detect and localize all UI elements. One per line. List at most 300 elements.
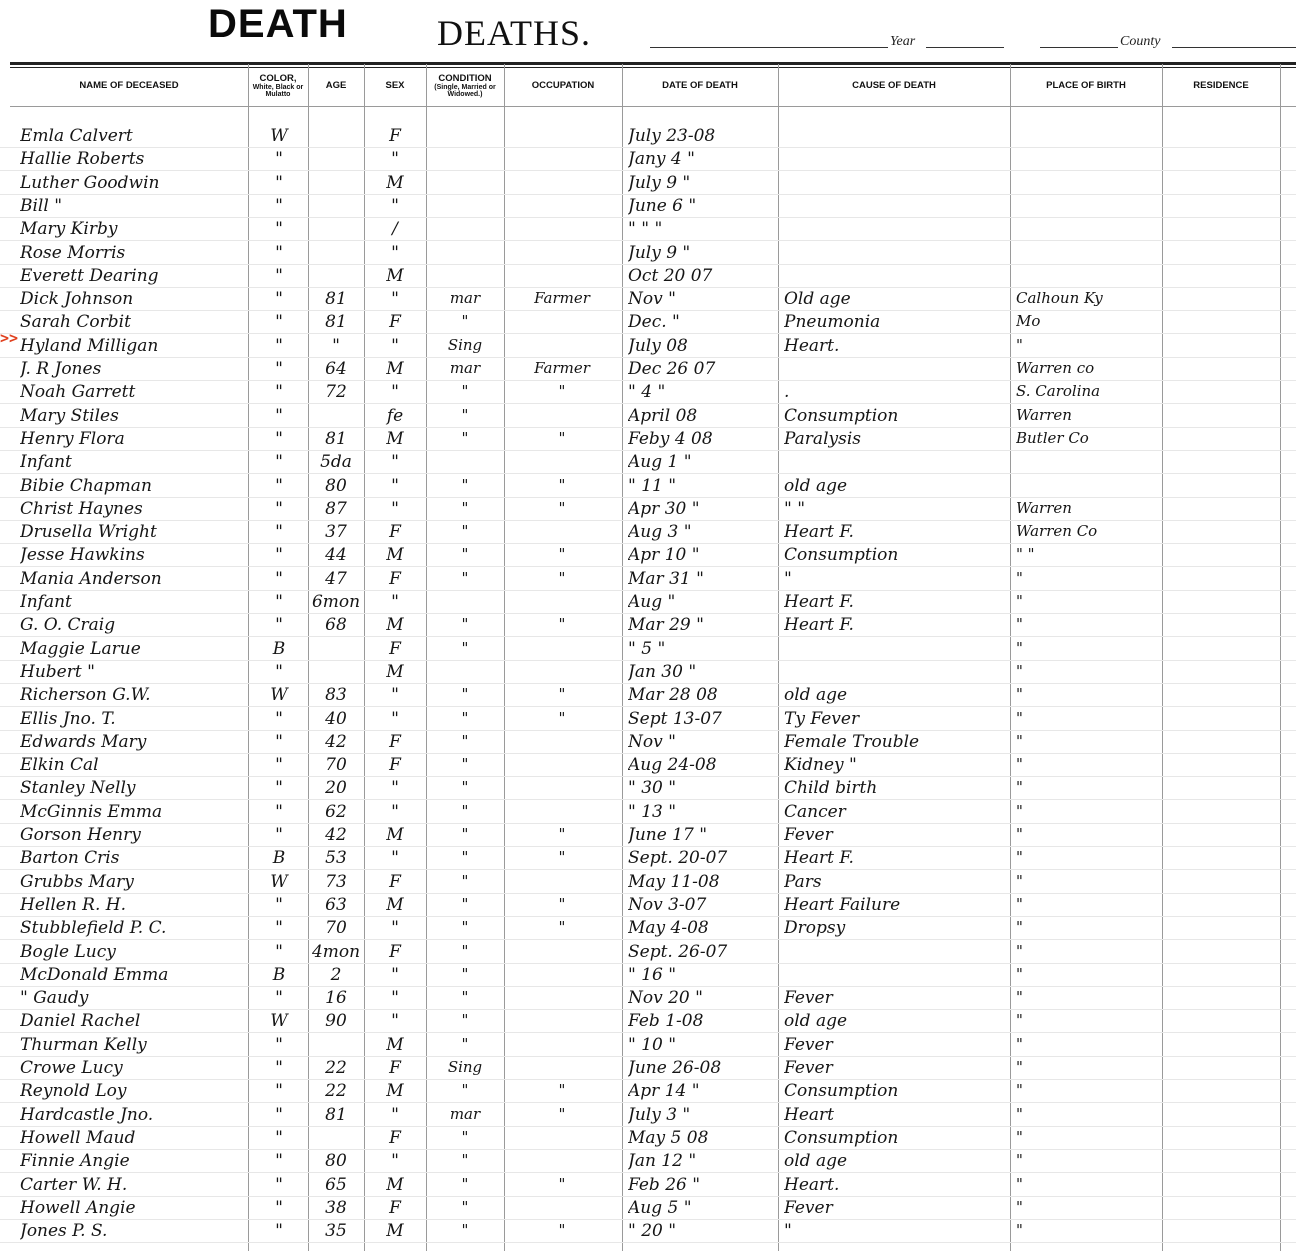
age-value: 20 bbox=[325, 778, 347, 799]
place-of-birth: " bbox=[1016, 1058, 1023, 1076]
sex-value: fe bbox=[386, 405, 404, 426]
color-value: " bbox=[275, 1104, 283, 1125]
deceased-name: Mary Stiles bbox=[20, 405, 119, 426]
table-row bbox=[0, 427, 1296, 451]
color-value: B bbox=[272, 638, 286, 659]
condition-value: " bbox=[461, 498, 469, 517]
table-row bbox=[0, 753, 1296, 777]
date-of-death: Nov " bbox=[628, 289, 676, 310]
place-of-birth: " bbox=[1016, 1011, 1023, 1030]
age-value: 62 bbox=[325, 801, 347, 822]
cause-of-death: Heart Failure bbox=[784, 894, 901, 915]
col-header-color-label: COLOR, bbox=[259, 72, 297, 84]
age-value: 81 bbox=[325, 428, 347, 449]
age-value: 2 bbox=[330, 964, 342, 985]
date-of-death: Mar 28 08 bbox=[628, 685, 718, 706]
color-value: " bbox=[275, 1034, 283, 1055]
occupation-value: " bbox=[558, 685, 566, 704]
col-header-birth bbox=[1010, 66, 1162, 106]
color-value: " bbox=[275, 1221, 283, 1242]
place-of-birth: S. Carolina bbox=[1016, 382, 1101, 401]
table-row bbox=[0, 171, 1296, 195]
table-row bbox=[0, 380, 1296, 404]
occupation-value: " bbox=[558, 1221, 566, 1240]
color-value: W bbox=[270, 126, 288, 146]
date-of-death: July 9 " bbox=[628, 172, 691, 193]
deceased-name: Rose Morris bbox=[20, 242, 126, 263]
cause-of-death: Fever bbox=[784, 1034, 833, 1055]
cause-of-death: Cancer bbox=[784, 801, 846, 822]
place-of-birth: " bbox=[1016, 592, 1023, 610]
col-header-occupation bbox=[504, 66, 622, 106]
table-row bbox=[0, 147, 1296, 171]
sex-value: F bbox=[389, 1058, 401, 1078]
occupation-value: " bbox=[558, 568, 566, 587]
col-header-condition bbox=[426, 66, 504, 106]
deceased-name: Reynold Loy bbox=[20, 1081, 127, 1102]
cause-of-death: old age bbox=[784, 1011, 848, 1032]
place-of-birth: " bbox=[1016, 825, 1023, 843]
table-row bbox=[0, 613, 1296, 637]
age-value: 63 bbox=[325, 894, 347, 915]
deceased-name: Howell Angie bbox=[20, 1197, 136, 1218]
col-header-date bbox=[622, 66, 778, 106]
color-value: " bbox=[275, 1174, 283, 1195]
condition-value: " bbox=[461, 1221, 469, 1240]
condition-value: " bbox=[461, 708, 469, 727]
col-header-residence bbox=[1162, 66, 1280, 106]
deceased-name: Infant bbox=[20, 592, 72, 612]
date-of-death: Nov " bbox=[628, 731, 676, 752]
cause-of-death: Female Trouble bbox=[784, 731, 920, 752]
cause-of-death: Heart F. bbox=[784, 592, 854, 612]
age-value: 38 bbox=[325, 1197, 347, 1218]
age-value: 80 bbox=[325, 475, 347, 496]
place-of-birth: " bbox=[1016, 335, 1023, 354]
title-deaths: DEATHS. bbox=[437, 13, 592, 53]
date-of-death: Aug 5 " bbox=[628, 1197, 692, 1218]
color-value: " bbox=[275, 265, 283, 286]
place-of-birth: " bbox=[1016, 685, 1023, 704]
color-value: W bbox=[270, 1011, 288, 1032]
place-of-birth: Warren Co bbox=[1016, 522, 1098, 541]
color-value: " bbox=[275, 452, 283, 473]
col-header-age-label: AGE bbox=[325, 80, 347, 92]
color-value: " bbox=[275, 661, 283, 682]
occupation-value: " bbox=[558, 825, 566, 843]
color-value: " bbox=[275, 1127, 283, 1148]
condition-value: " bbox=[461, 918, 469, 937]
date-of-death: " 16 " bbox=[628, 964, 677, 985]
color-value: " bbox=[275, 335, 283, 356]
table-row bbox=[0, 916, 1296, 940]
county-line-left bbox=[1040, 47, 1118, 48]
sex-value: " bbox=[391, 149, 399, 170]
sex-value: M bbox=[386, 265, 404, 286]
age-value: 16 bbox=[325, 988, 347, 1009]
sex-value: M bbox=[386, 1221, 404, 1242]
table-row bbox=[0, 1056, 1296, 1080]
place-of-birth: " bbox=[1016, 1197, 1023, 1216]
date-of-death: Apr 30 " bbox=[628, 498, 700, 519]
date-of-death: Feb 1-08 bbox=[628, 1011, 704, 1032]
color-value: " bbox=[275, 359, 283, 379]
cause-of-death: " bbox=[784, 568, 792, 589]
col-header-birth-label: PLACE OF BIRTH bbox=[1046, 80, 1126, 92]
deceased-name: Stubblefield P. C. bbox=[20, 918, 167, 939]
place-of-birth: " bbox=[1016, 1127, 1023, 1146]
color-value: " bbox=[275, 708, 283, 729]
deceased-name: Barton Cris bbox=[20, 848, 120, 869]
deceased-name: Edwards Mary bbox=[20, 731, 147, 752]
col-header-residence-label: RESIDENCE bbox=[1193, 80, 1249, 92]
col-header-name-label: NAME OF DECEASED bbox=[79, 80, 179, 92]
sex-value: M bbox=[386, 661, 404, 682]
condition-value: " bbox=[461, 1151, 469, 1170]
age-value: " bbox=[332, 335, 340, 356]
condition-value: " bbox=[461, 1011, 469, 1030]
place-of-birth: " bbox=[1016, 988, 1023, 1007]
age-value: 81 bbox=[325, 312, 347, 333]
date-of-death: July 08 bbox=[628, 335, 688, 356]
occupation-value: Farmer bbox=[534, 289, 590, 308]
cause-of-death: old age bbox=[784, 685, 848, 706]
color-value: " bbox=[275, 731, 283, 752]
deceased-name: Bibie Chapman bbox=[20, 475, 152, 496]
cause-of-death: old age bbox=[784, 1151, 848, 1172]
cause-of-death: old age bbox=[784, 475, 848, 496]
table-row bbox=[0, 893, 1296, 917]
color-value: " bbox=[275, 825, 283, 845]
date-of-death: Dec. " bbox=[628, 312, 680, 333]
sex-value: " bbox=[391, 592, 399, 612]
age-value: 40 bbox=[325, 708, 347, 729]
table-row bbox=[0, 1219, 1296, 1243]
date-of-death: June 17 " bbox=[628, 825, 708, 845]
condition-value: " bbox=[461, 382, 469, 401]
table-row bbox=[0, 497, 1296, 521]
occupation-value: " bbox=[558, 848, 566, 867]
place-of-birth: Warren bbox=[1016, 498, 1072, 517]
color-value: " bbox=[275, 592, 283, 612]
table-row bbox=[0, 940, 1296, 964]
table-row bbox=[0, 1196, 1296, 1220]
place-of-birth: " bbox=[1016, 801, 1023, 820]
sex-value: " bbox=[391, 195, 399, 216]
deceased-name: McGinnis Emma bbox=[20, 801, 163, 822]
sex-value: " bbox=[391, 335, 399, 356]
condition-value: " bbox=[461, 428, 469, 447]
cause-of-death: Consumption bbox=[784, 405, 899, 426]
table-row bbox=[0, 543, 1296, 567]
sex-value: " bbox=[391, 988, 399, 1009]
table-row bbox=[0, 1103, 1296, 1127]
deceased-name: Jones P. S. bbox=[20, 1221, 108, 1242]
deceased-name: McDonald Emma bbox=[20, 964, 169, 985]
age-value: 6mon bbox=[311, 592, 361, 612]
deceased-name: Christ Haynes bbox=[20, 498, 143, 519]
date-of-death: Mar 29 " bbox=[628, 615, 704, 636]
sex-value: M bbox=[386, 1034, 404, 1055]
sex-value: F bbox=[389, 126, 401, 146]
cause-of-death: Heart. bbox=[784, 335, 840, 356]
age-value: 68 bbox=[325, 615, 347, 636]
table-row bbox=[0, 730, 1296, 754]
date-of-death: Nov 3-07 bbox=[628, 894, 707, 915]
condition-value: " bbox=[461, 871, 469, 890]
sex-value: / bbox=[392, 219, 398, 240]
sex-value: " bbox=[391, 964, 399, 985]
cause-of-death: Pars bbox=[784, 871, 822, 892]
date-of-death: Apr 14 " bbox=[628, 1081, 700, 1102]
table-row bbox=[0, 264, 1296, 288]
age-value: 65 bbox=[325, 1174, 347, 1195]
col-header-sex-label: SEX bbox=[385, 80, 405, 92]
sex-value: M bbox=[386, 825, 404, 845]
deceased-name: Stanley Nelly bbox=[20, 778, 136, 799]
age-value: 72 bbox=[325, 382, 347, 403]
table-row bbox=[0, 1009, 1296, 1033]
condition-value: " bbox=[461, 615, 469, 634]
place-of-birth: " bbox=[1016, 894, 1023, 913]
condition-value: " bbox=[461, 731, 469, 750]
date-of-death: May 5 08 bbox=[628, 1127, 709, 1148]
year-line-left bbox=[650, 47, 888, 48]
occupation-value: " bbox=[558, 894, 566, 913]
date-of-death: Aug " bbox=[628, 592, 676, 612]
sex-value: " bbox=[391, 708, 399, 729]
cause-of-death: . bbox=[784, 382, 790, 403]
deceased-name: Hyland Milligan bbox=[20, 335, 159, 356]
table-row bbox=[0, 450, 1296, 474]
table-row bbox=[0, 707, 1296, 731]
table-row bbox=[0, 800, 1296, 824]
table-row bbox=[0, 590, 1296, 614]
county-label: County bbox=[1120, 34, 1161, 49]
sex-value: M bbox=[386, 428, 404, 449]
condition-value: " bbox=[461, 894, 469, 913]
occupation-value: " bbox=[558, 615, 566, 634]
deceased-name: Emla Calvert bbox=[20, 126, 133, 146]
deceased-name: Dick Johnson bbox=[20, 289, 134, 310]
place-of-birth: Warren co bbox=[1016, 359, 1095, 377]
sex-value: F bbox=[389, 522, 401, 543]
sex-value: F bbox=[389, 871, 401, 892]
col-header-sex bbox=[364, 66, 426, 106]
sex-value: " bbox=[391, 801, 399, 822]
age-value: 83 bbox=[325, 685, 347, 706]
table-row bbox=[0, 567, 1296, 591]
table-row bbox=[0, 287, 1296, 311]
color-value: " bbox=[275, 941, 283, 962]
place-of-birth: Butler Co bbox=[1016, 428, 1089, 447]
age-value: 90 bbox=[325, 1011, 347, 1032]
place-of-birth: " bbox=[1016, 941, 1023, 960]
condition-value: Sing bbox=[447, 1058, 483, 1076]
table-row bbox=[0, 963, 1296, 987]
place-of-birth: " bbox=[1016, 778, 1023, 797]
condition-value: " bbox=[461, 755, 469, 774]
col-header-condition-label: CONDITION bbox=[438, 72, 492, 84]
place-of-birth: " bbox=[1016, 918, 1023, 937]
color-value: " bbox=[275, 615, 283, 636]
condition-value: " bbox=[461, 825, 469, 843]
table-row bbox=[0, 776, 1296, 800]
color-value: " bbox=[275, 312, 283, 333]
cause-of-death: Dropsy bbox=[784, 918, 846, 939]
sex-value: " bbox=[391, 289, 399, 310]
sex-value: F bbox=[389, 731, 401, 752]
place-of-birth: " bbox=[1016, 1081, 1023, 1100]
age-value: 37 bbox=[325, 522, 347, 543]
color-value: " bbox=[275, 195, 283, 216]
sex-value: M bbox=[386, 359, 404, 379]
deceased-name: Hallie Roberts bbox=[20, 149, 145, 170]
deceased-name: J. R Jones bbox=[20, 359, 102, 379]
place-of-birth: " bbox=[1016, 848, 1023, 867]
occupation-value: " bbox=[558, 475, 566, 494]
color-value: " bbox=[275, 405, 283, 426]
date-of-death: Nov 20 " bbox=[628, 988, 703, 1009]
cause-of-death: Consumption bbox=[784, 545, 899, 566]
sex-value: M bbox=[386, 545, 404, 566]
place-of-birth: " bbox=[1016, 661, 1023, 680]
condition-value: " bbox=[461, 312, 469, 331]
top-rule-thick bbox=[10, 62, 1296, 65]
date-of-death: May 4-08 bbox=[628, 918, 709, 939]
table-row bbox=[0, 870, 1296, 894]
place-of-birth: " bbox=[1016, 1034, 1023, 1053]
sex-value: " bbox=[391, 452, 399, 473]
place-of-birth: " bbox=[1016, 755, 1023, 774]
year-line-right bbox=[926, 47, 1004, 48]
cause-of-death: Pneumonia bbox=[784, 312, 881, 333]
condition-value: " bbox=[461, 801, 469, 820]
place-of-birth: " bbox=[1016, 1174, 1023, 1193]
age-value: 42 bbox=[325, 825, 347, 845]
col-header-cause bbox=[778, 66, 1010, 106]
condition-value: Sing bbox=[447, 335, 483, 354]
table-row bbox=[0, 474, 1296, 498]
color-value: " bbox=[275, 894, 283, 915]
condition-value: " bbox=[461, 848, 469, 867]
table-row bbox=[0, 404, 1296, 428]
sex-value: " bbox=[391, 1104, 399, 1125]
col-header-color bbox=[248, 66, 308, 106]
deceased-name: Grubbs Mary bbox=[20, 871, 134, 892]
color-value: " bbox=[275, 568, 283, 589]
deceased-name: Thurman Kelly bbox=[20, 1034, 147, 1055]
deceased-name: Henry Flora bbox=[20, 428, 125, 449]
table-row bbox=[0, 194, 1296, 218]
age-value: 80 bbox=[325, 1151, 347, 1172]
occupation-value: Farmer bbox=[534, 359, 590, 377]
sex-value: F bbox=[389, 1197, 401, 1218]
color-value: " bbox=[275, 172, 283, 193]
deceased-name: Bill " bbox=[20, 195, 63, 216]
deceased-name: Hellen R. H. bbox=[20, 894, 127, 915]
color-value: " bbox=[275, 801, 283, 822]
sex-value: " bbox=[391, 778, 399, 799]
color-value: B bbox=[272, 848, 286, 869]
title-death: DEATH bbox=[208, 2, 348, 46]
color-value: " bbox=[275, 755, 283, 776]
row-marker-arrow: >> bbox=[0, 329, 19, 347]
table-row bbox=[0, 310, 1296, 334]
cause-of-death: " bbox=[784, 1221, 792, 1242]
table-row bbox=[0, 1173, 1296, 1197]
date-of-death: July 9 " bbox=[628, 242, 691, 263]
sex-value: " bbox=[391, 242, 399, 263]
cause-of-death: Ty Fever bbox=[784, 708, 860, 729]
cause-of-death: Heart. bbox=[784, 1174, 840, 1195]
place-of-birth: " bbox=[1016, 1221, 1023, 1240]
age-value: 47 bbox=[325, 568, 347, 589]
table-row bbox=[0, 660, 1296, 684]
condition-value: mar bbox=[449, 289, 481, 308]
occupation-value: " bbox=[558, 1174, 566, 1193]
sex-value: " bbox=[391, 1011, 399, 1032]
deceased-name: Everett Dearing bbox=[20, 265, 159, 286]
date-of-death: Jany 4 " bbox=[628, 149, 695, 170]
cause-of-death: Paralysis bbox=[784, 428, 861, 449]
date-of-death: Mar 31 " bbox=[628, 568, 704, 589]
table-row bbox=[0, 823, 1296, 847]
color-value: " bbox=[275, 1081, 283, 1102]
deceased-name: Howell Maud bbox=[20, 1127, 136, 1148]
condition-value: " bbox=[461, 1034, 469, 1053]
condition-value: " bbox=[461, 941, 469, 960]
deceased-name: Daniel Rachel bbox=[20, 1011, 141, 1032]
condition-value: " bbox=[461, 568, 469, 587]
cause-of-death: Kidney " bbox=[784, 755, 857, 776]
place-of-birth: " " bbox=[1016, 545, 1035, 564]
place-of-birth: Calhoun Ky bbox=[1016, 289, 1103, 308]
date-of-death: Dec 26 07 bbox=[628, 359, 716, 379]
color-value: W bbox=[270, 871, 288, 892]
deceased-name: Maggie Larue bbox=[20, 638, 141, 659]
deceased-name: Crowe Lucy bbox=[20, 1058, 123, 1078]
condition-value: mar bbox=[449, 359, 481, 377]
year-label: Year bbox=[890, 34, 916, 49]
col-header-date-label: DATE OF DEATH bbox=[662, 80, 738, 92]
age-value: 42 bbox=[325, 731, 347, 752]
color-value: " bbox=[275, 428, 283, 449]
place-of-birth: " bbox=[1016, 1104, 1023, 1123]
cause-of-death: Heart F. bbox=[784, 615, 854, 636]
condition-value: " bbox=[461, 405, 469, 424]
occupation-value: " bbox=[558, 708, 566, 727]
condition-value: " bbox=[461, 522, 469, 541]
deceased-name: Mania Anderson bbox=[20, 568, 162, 589]
date-of-death: Sept. 26-07 bbox=[628, 941, 728, 962]
place-of-birth: " bbox=[1016, 708, 1023, 727]
deceased-name: Noah Garrett bbox=[20, 382, 136, 403]
color-value: " bbox=[275, 1151, 283, 1172]
table-row bbox=[0, 334, 1296, 358]
sex-value: F bbox=[389, 941, 401, 962]
occupation-value: " bbox=[558, 428, 566, 447]
cause-of-death: " " bbox=[784, 498, 806, 519]
table-row bbox=[0, 124, 1296, 148]
place-of-birth: Mo bbox=[1016, 312, 1041, 331]
condition-value: " bbox=[461, 964, 469, 983]
color-value: " bbox=[275, 988, 283, 1009]
deceased-name: Finnie Angie bbox=[20, 1151, 130, 1172]
date-of-death: Jan 12 " bbox=[628, 1151, 697, 1172]
deceased-name: " Gaudy bbox=[20, 988, 89, 1009]
sex-value: " bbox=[391, 498, 399, 519]
